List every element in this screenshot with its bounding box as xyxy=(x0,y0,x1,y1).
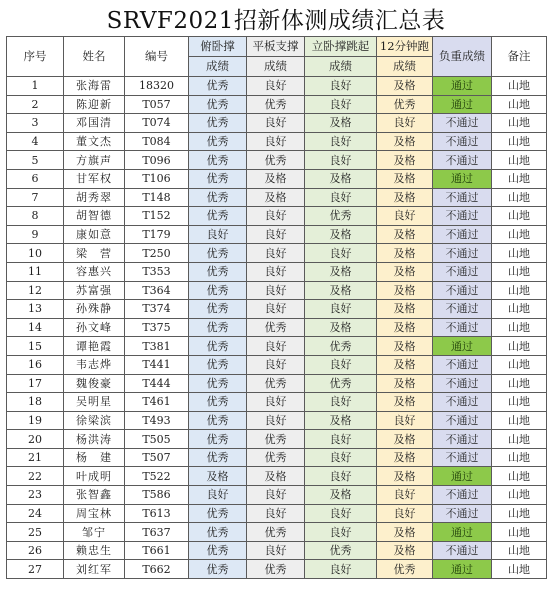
cell-index: 25 xyxy=(7,523,64,542)
cell-name: 容惠兴 xyxy=(64,262,125,281)
cell-plank: 良好 xyxy=(247,225,305,244)
cell-run: 优秀 xyxy=(377,560,433,579)
cell-remark: 山地 xyxy=(492,169,547,188)
cell-load: 不通过 xyxy=(433,504,492,523)
cell-run: 及格 xyxy=(377,77,433,96)
cell-name: 胡智德 xyxy=(64,207,125,226)
header-index: 序号 xyxy=(7,37,64,77)
cell-pushup: 优秀 xyxy=(189,151,247,170)
header-id: 编号 xyxy=(125,37,189,77)
cell-name: 邓国清 xyxy=(64,114,125,133)
table-row xyxy=(7,486,547,505)
cell-index: 27 xyxy=(7,560,64,579)
cell-index: 6 xyxy=(7,169,64,188)
cell-pushup: 优秀 xyxy=(189,262,247,281)
cell-plank: 良好 xyxy=(247,355,305,374)
cell-situp: 良好 xyxy=(305,448,377,467)
cell-plank: 及格 xyxy=(247,188,305,207)
cell-id: T250 xyxy=(125,244,189,263)
cell-remark: 山地 xyxy=(492,560,547,579)
cell-pushup: 优秀 xyxy=(189,374,247,393)
table-row xyxy=(7,188,547,207)
cell-id: 18320 xyxy=(125,77,189,96)
cell-pushup: 优秀 xyxy=(189,95,247,114)
cell-situp: 及格 xyxy=(305,169,377,188)
table-row xyxy=(7,355,547,374)
score-table xyxy=(6,36,547,579)
cell-index: 13 xyxy=(7,300,64,319)
cell-pushup: 优秀 xyxy=(189,244,247,263)
table-row xyxy=(7,411,547,430)
cell-index: 1 xyxy=(7,77,64,96)
cell-index: 4 xyxy=(7,132,64,151)
cell-name: 孙文峰 xyxy=(64,318,125,337)
cell-situp: 优秀 xyxy=(305,541,377,560)
cell-name: 邹宁 xyxy=(64,523,125,542)
cell-pushup: 优秀 xyxy=(189,132,247,151)
cell-situp: 及格 xyxy=(305,281,377,300)
cell-plank: 良好 xyxy=(247,411,305,430)
cell-load: 通过 xyxy=(433,169,492,188)
cell-load: 不通过 xyxy=(433,207,492,226)
cell-name: 康如意 xyxy=(64,225,125,244)
cell-index: 21 xyxy=(7,448,64,467)
header-pushup-score: 成绩 xyxy=(189,57,247,77)
cell-id: T057 xyxy=(125,95,189,114)
cell-remark: 山地 xyxy=(492,318,547,337)
table-row xyxy=(7,244,547,263)
cell-situp: 良好 xyxy=(305,151,377,170)
cell-index: 17 xyxy=(7,374,64,393)
cell-id: T148 xyxy=(125,188,189,207)
cell-id: T637 xyxy=(125,523,189,542)
cell-remark: 山地 xyxy=(492,337,547,356)
cell-pushup: 优秀 xyxy=(189,337,247,356)
cell-situp: 优秀 xyxy=(305,374,377,393)
cell-pushup: 优秀 xyxy=(189,77,247,96)
sheet-title: SRVF2021招新体测成绩汇总表 xyxy=(106,8,446,34)
cell-load: 通过 xyxy=(433,337,492,356)
header-load: 负重成绩 xyxy=(433,37,492,77)
cell-name: 杨 建 xyxy=(64,448,125,467)
cell-index: 24 xyxy=(7,504,64,523)
cell-remark: 山地 xyxy=(492,207,547,226)
cell-run: 良好 xyxy=(377,207,433,226)
cell-situp: 良好 xyxy=(305,430,377,449)
cell-remark: 山地 xyxy=(492,114,547,133)
cell-id: T106 xyxy=(125,169,189,188)
cell-run: 及格 xyxy=(377,448,433,467)
cell-name: 杨洪涛 xyxy=(64,430,125,449)
cell-plank: 优秀 xyxy=(247,151,305,170)
cell-run: 及格 xyxy=(377,374,433,393)
cell-name: 孙殊静 xyxy=(64,300,125,319)
cell-plank: 良好 xyxy=(247,486,305,505)
table-row xyxy=(7,225,547,244)
cell-situp: 良好 xyxy=(305,95,377,114)
cell-name: 梁 营 xyxy=(64,244,125,263)
cell-remark: 山地 xyxy=(492,541,547,560)
cell-run: 及格 xyxy=(377,337,433,356)
cell-situp: 良好 xyxy=(305,504,377,523)
table-row xyxy=(7,430,547,449)
cell-pushup: 优秀 xyxy=(189,188,247,207)
cell-remark: 山地 xyxy=(492,523,547,542)
cell-run: 良好 xyxy=(377,504,433,523)
cell-remark: 山地 xyxy=(492,225,547,244)
cell-situp: 良好 xyxy=(305,77,377,96)
table-row xyxy=(7,448,547,467)
cell-pushup: 优秀 xyxy=(189,318,247,337)
cell-situp: 良好 xyxy=(305,355,377,374)
cell-situp: 良好 xyxy=(305,467,377,486)
cell-remark: 山地 xyxy=(492,355,547,374)
cell-run: 及格 xyxy=(377,523,433,542)
cell-id: T586 xyxy=(125,486,189,505)
cell-pushup: 良好 xyxy=(189,486,247,505)
cell-run: 及格 xyxy=(377,393,433,412)
cell-name: 董文杰 xyxy=(64,132,125,151)
cell-pushup: 优秀 xyxy=(189,411,247,430)
cell-plank: 良好 xyxy=(247,337,305,356)
cell-pushup: 优秀 xyxy=(189,504,247,523)
cell-load: 不通过 xyxy=(433,262,492,281)
cell-situp: 及格 xyxy=(305,486,377,505)
cell-plank: 优秀 xyxy=(247,523,305,542)
cell-load: 不通过 xyxy=(433,132,492,151)
header-run-score: 成绩 xyxy=(377,57,433,77)
cell-situp: 良好 xyxy=(305,244,377,263)
cell-run: 优秀 xyxy=(377,95,433,114)
cell-load: 不通过 xyxy=(433,411,492,430)
cell-index: 16 xyxy=(7,355,64,374)
cell-index: 5 xyxy=(7,151,64,170)
cell-id: T084 xyxy=(125,132,189,151)
cell-run: 及格 xyxy=(377,300,433,319)
cell-run: 及格 xyxy=(377,132,433,151)
cell-pushup: 及格 xyxy=(189,467,247,486)
table-row xyxy=(7,318,547,337)
cell-pushup: 优秀 xyxy=(189,560,247,579)
cell-plank: 良好 xyxy=(247,114,305,133)
cell-plank: 良好 xyxy=(247,300,305,319)
cell-load: 不通过 xyxy=(433,448,492,467)
cell-id: T374 xyxy=(125,300,189,319)
cell-remark: 山地 xyxy=(492,77,547,96)
cell-load: 不通过 xyxy=(433,188,492,207)
cell-pushup: 良好 xyxy=(189,225,247,244)
table-row xyxy=(7,132,547,151)
cell-index: 23 xyxy=(7,486,64,505)
cell-run: 及格 xyxy=(377,318,433,337)
cell-pushup: 优秀 xyxy=(189,281,247,300)
cell-load: 不通过 xyxy=(433,244,492,263)
table-row xyxy=(7,523,547,542)
cell-name: 魏俊豪 xyxy=(64,374,125,393)
cell-index: 14 xyxy=(7,318,64,337)
cell-name: 张智鑫 xyxy=(64,486,125,505)
cell-name: 苏富强 xyxy=(64,281,125,300)
cell-name: 方旗声 xyxy=(64,151,125,170)
header-situp-score: 成绩 xyxy=(305,57,377,77)
cell-plank: 良好 xyxy=(247,541,305,560)
cell-index: 7 xyxy=(7,188,64,207)
cell-name: 周宝林 xyxy=(64,504,125,523)
table-row xyxy=(7,467,547,486)
header-plank-score: 成绩 xyxy=(247,57,305,77)
cell-remark: 山地 xyxy=(492,132,547,151)
header-situp: 立卧撑跳起 xyxy=(305,37,377,57)
cell-situp: 及格 xyxy=(305,318,377,337)
cell-run: 及格 xyxy=(377,262,433,281)
table-row xyxy=(7,504,547,523)
cell-name: 甘军权 xyxy=(64,169,125,188)
table-row xyxy=(7,281,547,300)
cell-id: T661 xyxy=(125,541,189,560)
cell-run: 良好 xyxy=(377,114,433,133)
cell-name: 徐梁滨 xyxy=(64,411,125,430)
cell-plank: 良好 xyxy=(247,244,305,263)
cell-name: 陈迎新 xyxy=(64,95,125,114)
cell-index: 10 xyxy=(7,244,64,263)
table-row xyxy=(7,77,547,96)
cell-name: 吴明星 xyxy=(64,393,125,412)
cell-id: T522 xyxy=(125,467,189,486)
cell-load: 不通过 xyxy=(433,114,492,133)
cell-remark: 山地 xyxy=(492,151,547,170)
cell-name: 赖忠生 xyxy=(64,541,125,560)
header-remark: 备注 xyxy=(492,37,547,77)
cell-situp: 良好 xyxy=(305,132,377,151)
cell-plank: 良好 xyxy=(247,504,305,523)
cell-id: T179 xyxy=(125,225,189,244)
cell-run: 良好 xyxy=(377,411,433,430)
cell-run: 及格 xyxy=(377,151,433,170)
cell-plank: 优秀 xyxy=(247,430,305,449)
cell-pushup: 优秀 xyxy=(189,448,247,467)
cell-id: T461 xyxy=(125,393,189,412)
cell-load: 不通过 xyxy=(433,541,492,560)
cell-name: 谭艳霞 xyxy=(64,337,125,356)
cell-load: 不通过 xyxy=(433,300,492,319)
table-row xyxy=(7,114,547,133)
cell-load: 不通过 xyxy=(433,393,492,412)
cell-run: 及格 xyxy=(377,467,433,486)
cell-plank: 良好 xyxy=(247,393,305,412)
cell-index: 22 xyxy=(7,467,64,486)
cell-plank: 优秀 xyxy=(247,560,305,579)
table-row xyxy=(7,169,547,188)
cell-id: T662 xyxy=(125,560,189,579)
cell-remark: 山地 xyxy=(492,430,547,449)
cell-situp: 良好 xyxy=(305,560,377,579)
cell-name: 韦志烨 xyxy=(64,355,125,374)
cell-plank: 优秀 xyxy=(247,374,305,393)
cell-id: T375 xyxy=(125,318,189,337)
cell-pushup: 优秀 xyxy=(189,207,247,226)
cell-situp: 及格 xyxy=(305,411,377,430)
cell-situp: 优秀 xyxy=(305,207,377,226)
cell-run: 及格 xyxy=(377,281,433,300)
cell-situp: 优秀 xyxy=(305,337,377,356)
cell-run: 及格 xyxy=(377,169,433,188)
cell-index: 18 xyxy=(7,393,64,412)
table-body xyxy=(7,77,547,579)
cell-remark: 山地 xyxy=(492,411,547,430)
cell-remark: 山地 xyxy=(492,95,547,114)
cell-index: 2 xyxy=(7,95,64,114)
cell-plank: 及格 xyxy=(247,467,305,486)
cell-load: 通过 xyxy=(433,523,492,542)
table-row xyxy=(7,541,547,560)
header-plank: 平板支撑 xyxy=(247,37,305,57)
cell-id: T364 xyxy=(125,281,189,300)
cell-index: 9 xyxy=(7,225,64,244)
cell-remark: 山地 xyxy=(492,244,547,263)
cell-id: T152 xyxy=(125,207,189,226)
cell-load: 通过 xyxy=(433,95,492,114)
cell-load: 不通过 xyxy=(433,318,492,337)
cell-run: 及格 xyxy=(377,225,433,244)
cell-load: 不通过 xyxy=(433,225,492,244)
cell-pushup: 优秀 xyxy=(189,114,247,133)
cell-load: 通过 xyxy=(433,560,492,579)
cell-load: 不通过 xyxy=(433,355,492,374)
cell-id: T507 xyxy=(125,448,189,467)
cell-index: 8 xyxy=(7,207,64,226)
cell-index: 19 xyxy=(7,411,64,430)
table-row xyxy=(7,95,547,114)
cell-run: 及格 xyxy=(377,541,433,560)
cell-load: 不通过 xyxy=(433,151,492,170)
table-row xyxy=(7,560,547,579)
cell-id: T353 xyxy=(125,262,189,281)
cell-plank: 良好 xyxy=(247,77,305,96)
table-row xyxy=(7,337,547,356)
table-row xyxy=(7,262,547,281)
cell-plank: 良好 xyxy=(247,281,305,300)
table-row xyxy=(7,300,547,319)
cell-name: 张海雷 xyxy=(64,77,125,96)
cell-index: 20 xyxy=(7,430,64,449)
cell-pushup: 优秀 xyxy=(189,541,247,560)
cell-name: 叶成明 xyxy=(64,467,125,486)
cell-load: 不通过 xyxy=(433,281,492,300)
cell-plank: 优秀 xyxy=(247,95,305,114)
cell-remark: 山地 xyxy=(492,486,547,505)
table-row xyxy=(7,393,547,412)
cell-load: 不通过 xyxy=(433,486,492,505)
cell-id: T505 xyxy=(125,430,189,449)
header-pushup: 俯卧撑 xyxy=(189,37,247,57)
cell-index: 26 xyxy=(7,541,64,560)
cell-plank: 良好 xyxy=(247,132,305,151)
cell-plank: 优秀 xyxy=(247,318,305,337)
cell-situp: 良好 xyxy=(305,188,377,207)
cell-remark: 山地 xyxy=(492,188,547,207)
cell-run: 及格 xyxy=(377,188,433,207)
cell-situp: 及格 xyxy=(305,114,377,133)
cell-situp: 及格 xyxy=(305,225,377,244)
cell-situp: 良好 xyxy=(305,300,377,319)
header-row-top xyxy=(7,37,547,57)
cell-pushup: 优秀 xyxy=(189,169,247,188)
cell-pushup: 优秀 xyxy=(189,430,247,449)
cell-id: T096 xyxy=(125,151,189,170)
cell-name: 胡秀翠 xyxy=(64,188,125,207)
cell-id: T444 xyxy=(125,374,189,393)
cell-id: T381 xyxy=(125,337,189,356)
table-row xyxy=(7,207,547,226)
cell-pushup: 优秀 xyxy=(189,393,247,412)
cell-load: 通过 xyxy=(433,77,492,96)
header-run: 12分钟跑 xyxy=(377,37,433,57)
cell-index: 11 xyxy=(7,262,64,281)
cell-plank: 优秀 xyxy=(247,448,305,467)
cell-load: 不通过 xyxy=(433,430,492,449)
cell-pushup: 优秀 xyxy=(189,523,247,542)
cell-remark: 山地 xyxy=(492,504,547,523)
cell-remark: 山地 xyxy=(492,281,547,300)
cell-situp: 良好 xyxy=(305,523,377,542)
cell-index: 12 xyxy=(7,281,64,300)
cell-load: 不通过 xyxy=(433,374,492,393)
cell-index: 3 xyxy=(7,114,64,133)
table-row xyxy=(7,151,547,170)
cell-remark: 山地 xyxy=(492,393,547,412)
header-name: 姓名 xyxy=(64,37,125,77)
score-sheet xyxy=(6,4,546,579)
cell-load: 通过 xyxy=(433,467,492,486)
cell-run: 及格 xyxy=(377,244,433,263)
table-row xyxy=(7,374,547,393)
cell-id: T613 xyxy=(125,504,189,523)
cell-id: T493 xyxy=(125,411,189,430)
cell-name: 刘红军 xyxy=(64,560,125,579)
cell-pushup: 优秀 xyxy=(189,355,247,374)
cell-run: 良好 xyxy=(377,486,433,505)
cell-situp: 良好 xyxy=(305,393,377,412)
cell-id: T441 xyxy=(125,355,189,374)
cell-remark: 山地 xyxy=(492,300,547,319)
cell-run: 及格 xyxy=(377,355,433,374)
cell-plank: 及格 xyxy=(247,169,305,188)
cell-remark: 山地 xyxy=(492,448,547,467)
cell-index: 15 xyxy=(7,337,64,356)
cell-remark: 山地 xyxy=(492,374,547,393)
cell-id: T074 xyxy=(125,114,189,133)
cell-remark: 山地 xyxy=(492,467,547,486)
cell-plank: 良好 xyxy=(247,207,305,226)
cell-remark: 山地 xyxy=(492,262,547,281)
cell-plank: 良好 xyxy=(247,262,305,281)
cell-pushup: 优秀 xyxy=(189,300,247,319)
cell-situp: 及格 xyxy=(305,262,377,281)
cell-run: 及格 xyxy=(377,430,433,449)
